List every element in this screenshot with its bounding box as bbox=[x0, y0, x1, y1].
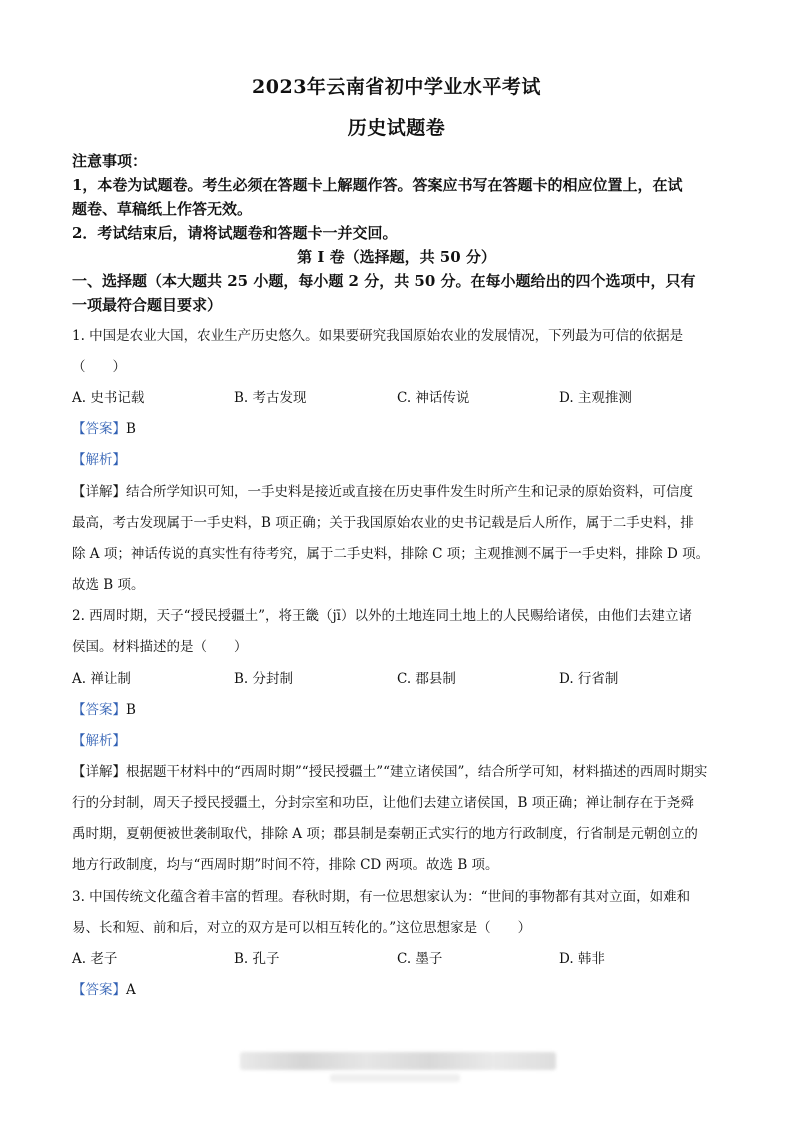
answer-tag: 【答案】 bbox=[72, 421, 126, 437]
q2-detail-line1 bbox=[72, 760, 723, 780]
q3-option-c: C. 墨子 bbox=[397, 951, 443, 967]
analysis-tag: 【解析】 bbox=[72, 733, 126, 749]
section-heading-line2: 一项最符合题目要求） bbox=[72, 296, 223, 314]
q1-detail-text1: 结合所学知识可知，一手史料是接近或直接在历史事件发生时所产生和记录的原始资料，可信度 bbox=[126, 484, 693, 500]
q2-option-c: C. 郡县制 bbox=[397, 671, 456, 687]
q1-option-b: B. 考古发现 bbox=[234, 390, 307, 406]
q1-option-d: D. 主观推测 bbox=[559, 390, 632, 406]
q1-stem-line1: 1. 中国是农业大国，农业生产历史悠久。如果要研究我国原始农业的发展情况，下列最为可信的依据是 bbox=[72, 328, 684, 344]
q1-option-c: C. 神话传说 bbox=[397, 390, 470, 406]
q2-answer-value: B bbox=[126, 702, 136, 718]
analysis-tag: 【解析】 bbox=[72, 452, 126, 468]
q2-detail-line3: 禹时期，夏朝便被世袭制取代，排除 A 项；郡县制是秦朝正式实行的地方行政制度，行省制是元朝创立的 bbox=[72, 826, 698, 842]
q1-option-a: A. 史书记载 bbox=[72, 390, 145, 406]
answer-tag: 【答案】 bbox=[72, 702, 126, 718]
q2-detail-text1: 根据题干材料中的“西周时期”“授民授疆土”“建立诸侯国”，结合所学可知，材料描述的西周时期实 bbox=[126, 764, 708, 780]
answer-tag: 【答案】 bbox=[72, 982, 126, 998]
detail-tag: 【详解】 bbox=[72, 764, 126, 780]
q2-stem-line1: 2. 西周时期，天子“授民授疆土”，将王畿（jī）以外的土地连同土地上的人民赐给诸侯，由他们去建立诸 bbox=[72, 608, 692, 624]
exam-subtitle: 历史试题卷 bbox=[347, 117, 446, 139]
q3-option-b: B. 孔子 bbox=[234, 951, 280, 967]
q1-detail-line3: 除 A 项；神话传说的真实性有待考究，属于二手史料，排除 C 项；主观推测不属于一手史料，排除 D 项。 bbox=[72, 546, 710, 562]
q1-detail-line1 bbox=[72, 480, 723, 500]
q2-answer bbox=[72, 698, 723, 718]
q1-answer bbox=[72, 417, 723, 437]
q3-option-d: D. 韩非 bbox=[559, 951, 605, 967]
detail-tag: 【详解】 bbox=[72, 484, 126, 500]
q1-answer-value: B bbox=[126, 421, 136, 437]
q1-stem-line2: （ ） bbox=[72, 359, 126, 375]
q1-detail-line2: 最高，考古发现属于一手史料，B 项正确；关于我国原始农业的史书记载是后人所作，属于二手史料，排 bbox=[72, 515, 694, 531]
notice-item1-line2: 题卷、草稿纸上作答无效。 bbox=[72, 200, 253, 218]
notice-item1-line1: 1，本卷为试题卷。考生必须在答题卡上解题作答。答案应书写在答题卡的相应位置上，在试 bbox=[72, 176, 683, 194]
section-heading-line1: 一、选择题（本大题共 25 小题，每小题 2 分，共 50 分。在每小题给出的四个选项中，只有 bbox=[72, 272, 696, 290]
q2-option-b: B. 分封制 bbox=[234, 671, 294, 687]
q2-option-a: A. 禅让制 bbox=[72, 671, 131, 687]
exam-title: 2023年云南省初中学业水平考试 bbox=[252, 76, 541, 98]
notice-item2: 2．考试结束后，请将试题卷和答题卡一并交回。 bbox=[72, 224, 398, 242]
q2-detail-line4: 地方行政制度，均与“西周时期”时间不符，排除 CD 两项。故选 B 项。 bbox=[72, 857, 499, 873]
q3-stem-line2: 易、长和短、前和后，对立的双方是可以相互转化的。”这位思想家是（ ） bbox=[72, 920, 532, 936]
notice-heading: 注意事项： bbox=[72, 152, 148, 170]
q2-option-d: D. 行省制 bbox=[559, 671, 619, 687]
part-title: 第 I 卷（选择题，共 50 分） bbox=[297, 248, 496, 266]
q1-detail-line4: 故选 B 项。 bbox=[72, 577, 145, 593]
q3-stem-line1: 3. 中国传统文化蕴含着丰富的哲理。春秋时期，有一位思想家认为：“世间的事物都有其对立面，如难和 bbox=[72, 889, 691, 905]
q1-analysis bbox=[72, 448, 723, 468]
q2-analysis bbox=[72, 729, 723, 749]
q2-stem-line2: 侯国。材料描述的是（ ） bbox=[72, 639, 248, 655]
q2-detail-line2: 行的分封制，周天子授民授疆土，分封宗室和功臣，让他们去建立诸侯国，B 项正确；禅让制存在于尧舜 bbox=[72, 795, 694, 811]
blurred-footer-watermark-2 bbox=[330, 1074, 460, 1082]
blurred-footer-watermark bbox=[240, 1052, 556, 1070]
q3-answer bbox=[72, 978, 723, 998]
q3-option-a: A. 老子 bbox=[72, 951, 118, 967]
q3-answer-value: A bbox=[126, 982, 136, 998]
